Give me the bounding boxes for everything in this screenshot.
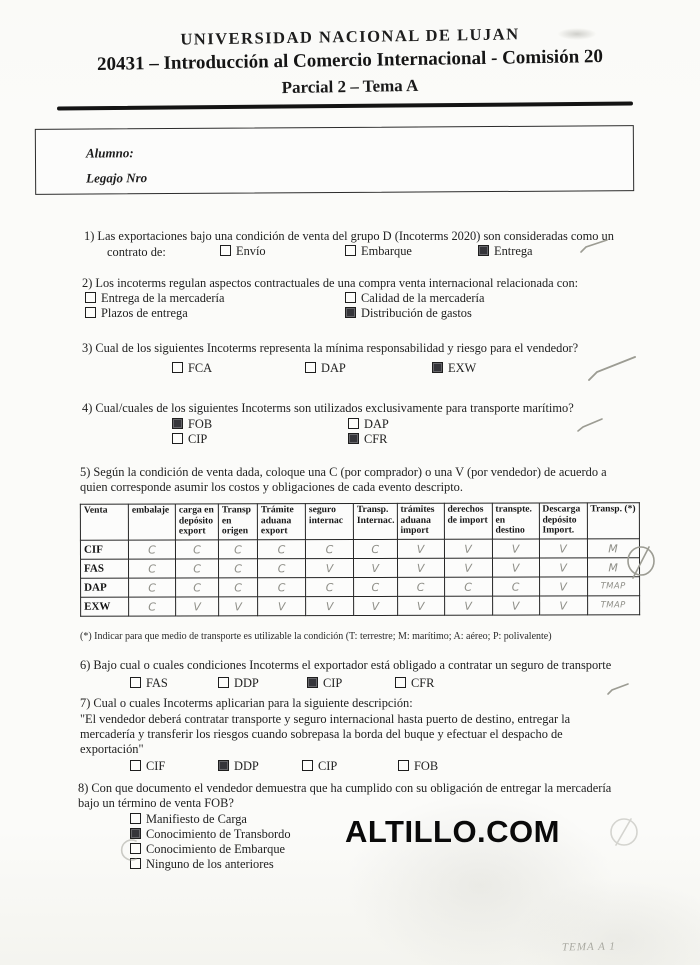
option-q2-calidad[interactable] xyxy=(345,291,485,306)
checkbox-icon[interactable] xyxy=(218,677,229,688)
column-header: Transp en origen xyxy=(218,504,257,540)
checkbox-checked-icon[interactable] xyxy=(348,433,359,444)
column-header: Trámite aduana export xyxy=(257,504,305,540)
answer-cell[interactable]: M xyxy=(587,539,639,558)
pencil-checkmark-icon xyxy=(578,237,610,255)
checkbox-icon[interactable] xyxy=(172,362,183,373)
answer-cell[interactable]: V xyxy=(444,558,492,577)
option-label: DAP xyxy=(364,417,389,431)
answer-cell[interactable]: C xyxy=(305,540,353,559)
option-q4-cip[interactable] xyxy=(172,432,207,447)
option-label: DDP xyxy=(234,759,259,773)
pencil-checkmark-icon xyxy=(585,352,639,384)
exam-title: Parcial 2 – Tema A xyxy=(281,75,419,98)
option-q2-plazos[interactable] xyxy=(85,306,188,321)
option-label: Plazos de entrega xyxy=(101,306,188,320)
answer-cell[interactable]: V xyxy=(219,597,258,616)
answer-cell[interactable]: C xyxy=(354,578,398,597)
option-label: Entrega xyxy=(494,244,533,258)
student-info-box xyxy=(35,125,634,195)
option-q7-cip[interactable] xyxy=(302,759,337,774)
checkbox-checked-icon[interactable] xyxy=(307,677,318,688)
checkbox-icon[interactable] xyxy=(305,362,316,373)
table-header-row xyxy=(80,503,639,541)
option-label: Conocimiento de Transbordo xyxy=(146,827,291,841)
option-label: Calidad de la mercadería xyxy=(361,291,485,305)
row-label: DAP xyxy=(81,578,129,597)
answer-cell[interactable]: V xyxy=(397,558,444,577)
option-label: CIP xyxy=(323,676,343,690)
column-header: Transp. Internac. xyxy=(353,503,397,539)
option-q8-manifiesto[interactable] xyxy=(130,812,247,827)
answer-cell[interactable]: C xyxy=(257,540,305,559)
column-header: embalaje xyxy=(128,504,175,540)
checkbox-checked-icon[interactable] xyxy=(478,245,489,256)
column-header: Transp. (*) xyxy=(587,503,639,539)
option-label: CIP xyxy=(188,432,208,446)
answer-cell[interactable]: C xyxy=(175,559,218,578)
answer-cell[interactable]: C xyxy=(257,559,305,578)
answer-cell[interactable]: V xyxy=(539,596,587,615)
checkbox-icon[interactable] xyxy=(345,245,356,256)
checkbox-checked-icon[interactable] xyxy=(432,362,443,373)
answer-cell[interactable]: C xyxy=(353,540,397,559)
option-q3-exw[interactable] xyxy=(432,361,476,376)
q5-text-line1: 5) Según la condición de venta dada, coloque una C (por comprador) o una V (por vendedor) de acuerdo a xyxy=(80,465,607,479)
column-header: Descarga depósito Import. xyxy=(539,503,587,539)
column-header: derechos de import xyxy=(444,503,492,539)
option-label: FAS xyxy=(146,676,168,690)
option-q4-fob[interactable] xyxy=(172,417,212,432)
checkbox-checked-icon[interactable] xyxy=(345,307,356,318)
option-label: Ninguno de los anteriores xyxy=(146,857,274,871)
row-label: FAS xyxy=(80,559,128,578)
pencil-checkmark-icon xyxy=(575,416,605,434)
answer-cell[interactable]: C xyxy=(176,578,219,597)
answer-cell[interactable]: C xyxy=(444,577,492,596)
answer-cell[interactable]: C xyxy=(218,540,257,559)
answer-cell[interactable]: C xyxy=(128,540,175,559)
table-row-dap xyxy=(81,577,640,597)
checkbox-icon[interactable] xyxy=(130,677,141,688)
answer-cell[interactable]: C xyxy=(397,577,444,596)
answer-cell[interactable]: V xyxy=(492,558,539,577)
checkbox-icon[interactable] xyxy=(130,760,141,771)
q8-text-line2: bajo un término de venta FOB? xyxy=(78,796,234,810)
altillo-watermark: ALTILLO.COM xyxy=(345,814,560,849)
option-label: Entrega de la mercadería xyxy=(101,291,225,305)
answer-cell[interactable]: V xyxy=(444,539,492,558)
column-header: trámites aduana import xyxy=(397,503,444,539)
option-q7-cif[interactable] xyxy=(130,759,165,774)
q8-text-line1: 8) Con que documento el vendedor demuestra que ha cumplido con su obligación de entregar la mercadería xyxy=(78,781,612,795)
option-label: CIP xyxy=(318,759,338,773)
table-row-cif xyxy=(80,539,639,559)
q5-incoterms-table xyxy=(80,502,640,617)
q1-text-line1: 1) Las exportaciones bajo una condición de venta del grupo D (Incoterms 2020) son consideradas como un xyxy=(84,229,614,243)
option-label: DAP xyxy=(321,361,346,375)
q2-text: 2) Los incoterms regulan aspectos contractuales de una compra venta internacional relacionada con: xyxy=(82,276,579,290)
q1-text-line2: contrato de: xyxy=(107,245,166,259)
option-q8-conocimiento-embarque[interactable] xyxy=(130,842,285,857)
faint-circled-check-icon xyxy=(605,812,643,854)
answer-cell[interactable]: C xyxy=(129,597,176,616)
option-label: FOB xyxy=(188,417,213,431)
column-header: seguro internac xyxy=(305,504,353,540)
option-label: CIF xyxy=(146,759,166,773)
checkbox-icon[interactable] xyxy=(172,433,183,444)
header-divider xyxy=(57,101,633,110)
answer-cell[interactable]: V xyxy=(492,539,539,558)
option-q6-ddp[interactable] xyxy=(218,676,259,691)
q5-text-line2: quien corresponde asumir los costos y obligaciones de cada evento descripto. xyxy=(80,480,463,494)
column-header: transpte. en destino xyxy=(492,503,539,539)
checkbox-icon[interactable] xyxy=(348,418,359,429)
alumno-label: Alumno: xyxy=(85,145,134,161)
circled-check-mark-icon xyxy=(622,540,660,588)
answer-cell[interactable]: V xyxy=(305,559,353,578)
option-q4-cfr[interactable] xyxy=(348,432,387,447)
option-q8-ninguno[interactable] xyxy=(130,857,274,872)
option-label: CFR xyxy=(411,676,435,690)
answer-cell[interactable]: V xyxy=(539,577,587,596)
answer-cell[interactable]: C xyxy=(129,578,176,597)
column-header: Venta xyxy=(80,504,128,540)
checkbox-icon[interactable] xyxy=(395,677,406,688)
option-q4-dap[interactable] xyxy=(348,417,389,432)
answer-cell[interactable]: TMAP xyxy=(587,577,639,596)
q4-text: 4) Cual/cuales de los siguientes Incoterms son utilizados exclusivamente para transporte marítimo? xyxy=(82,401,574,415)
option-label: DDP xyxy=(234,676,259,690)
option-q6-fas[interactable] xyxy=(130,676,168,691)
column-header: carga en depósito export xyxy=(175,504,218,540)
option-q1-embarque[interactable] xyxy=(345,244,412,259)
option-label: EXW xyxy=(448,361,477,375)
table-footnote: (*) Indicar para que medio de transporte es utilizable la condición (T: terrestre; M: marítimo; A: aéreo; P: polivalente) xyxy=(80,631,552,642)
q7-text-line3: mercadería y transferir los riesgos cuando sobrepasa la borda del buque y efectuar el despacho de xyxy=(80,727,563,741)
option-label: Envío xyxy=(236,244,266,258)
answer-cell[interactable]: C xyxy=(258,578,306,597)
answer-cell[interactable]: C xyxy=(175,540,218,559)
checkbox-icon[interactable] xyxy=(302,760,313,771)
option-label: Distribución de gastos xyxy=(361,306,472,320)
answer-cell[interactable]: V xyxy=(539,539,587,558)
option-label: Embarque xyxy=(361,244,412,258)
checkbox-icon[interactable] xyxy=(85,292,96,303)
option-label: Manifiesto de Carga xyxy=(146,812,247,826)
q6-text: 6) Bajo cual o cuales condiciones Incoterms el exportador está obligado a contratar un seguro de transporte xyxy=(80,658,612,672)
answer-cell[interactable]: V xyxy=(258,597,306,616)
answer-cell[interactable]: C xyxy=(306,578,354,597)
course-title: 20431 – Introducción al Comercio Internacional - Comisión 20 xyxy=(96,46,604,75)
page-footer-tema: TEMA A 1 xyxy=(561,940,616,954)
option-q3-dap[interactable] xyxy=(305,361,346,376)
answer-cell[interactable]: V xyxy=(539,558,587,577)
answer-cell[interactable]: V xyxy=(397,596,444,615)
answer-cell[interactable]: V xyxy=(306,597,354,616)
pencil-checkmark-icon xyxy=(605,681,631,697)
answer-cell[interactable]: V xyxy=(397,539,444,558)
q7-text-line1: 7) Cual o cuales Incoterms aplicarian para la siguiente descripción: xyxy=(80,696,413,710)
q7-text-line4: exportación" xyxy=(80,742,144,756)
q3-text: 3) Cual de los siguientes Incoterms representa la mínima responsabilidad y riesgo para el vendedor? xyxy=(82,341,579,355)
checkbox-icon[interactable] xyxy=(130,813,141,824)
row-label: EXW xyxy=(81,597,129,616)
answer-cell[interactable]: C xyxy=(219,578,258,597)
checkbox-icon[interactable] xyxy=(85,307,96,318)
option-q2-distribucion-gastos[interactable] xyxy=(345,306,472,321)
checkbox-checked-icon[interactable] xyxy=(172,418,183,429)
option-q6-cfr[interactable] xyxy=(395,676,434,691)
legajo-label: Legajo Nro xyxy=(86,170,148,186)
option-label: FOB xyxy=(414,759,439,773)
checkbox-icon[interactable] xyxy=(398,760,409,771)
option-q2-entrega-mercaderia[interactable] xyxy=(85,291,224,306)
answer-cell[interactable]: V xyxy=(492,596,539,615)
checkbox-icon[interactable] xyxy=(345,292,356,303)
option-q1-entrega[interactable] xyxy=(478,244,533,259)
option-q6-cip[interactable] xyxy=(307,676,342,691)
checkbox-icon[interactable] xyxy=(220,245,231,256)
answer-cell[interactable]: M xyxy=(587,558,639,577)
option-q7-fob[interactable] xyxy=(398,759,438,774)
q7-text-line2: "El vendedor deberá contratar transporte y seguro internacional hasta puerto de destino, entregar la xyxy=(80,712,571,726)
answer-cell[interactable]: TMAP xyxy=(587,596,639,615)
answer-cell[interactable]: V xyxy=(444,596,492,615)
answer-cell[interactable]: V xyxy=(353,559,397,578)
option-label: FCA xyxy=(188,361,213,375)
option-q3-fca[interactable] xyxy=(172,361,212,376)
answer-cell[interactable]: C xyxy=(218,559,257,578)
option-label: Conocimiento de Embarque xyxy=(146,842,286,856)
option-q1-envio[interactable] xyxy=(220,244,266,259)
row-label: CIF xyxy=(80,540,128,559)
answer-cell[interactable]: C xyxy=(492,577,539,596)
university-title: UNIVERSIDAD NACIONAL DE LUJAN xyxy=(180,24,520,49)
answer-cell[interactable]: C xyxy=(128,559,175,578)
table-row-exw xyxy=(81,596,640,616)
checkbox-checked-icon[interactable] xyxy=(218,760,229,771)
answer-cell[interactable]: V xyxy=(176,597,219,616)
answer-cell[interactable]: V xyxy=(354,597,398,616)
pencil-circle-mark-icon xyxy=(119,838,141,862)
option-label: CFR xyxy=(364,432,388,446)
option-q7-ddp[interactable] xyxy=(218,759,259,774)
option-q8-conocimiento-transbordo[interactable] xyxy=(130,827,291,842)
table-row-fas xyxy=(80,558,639,578)
